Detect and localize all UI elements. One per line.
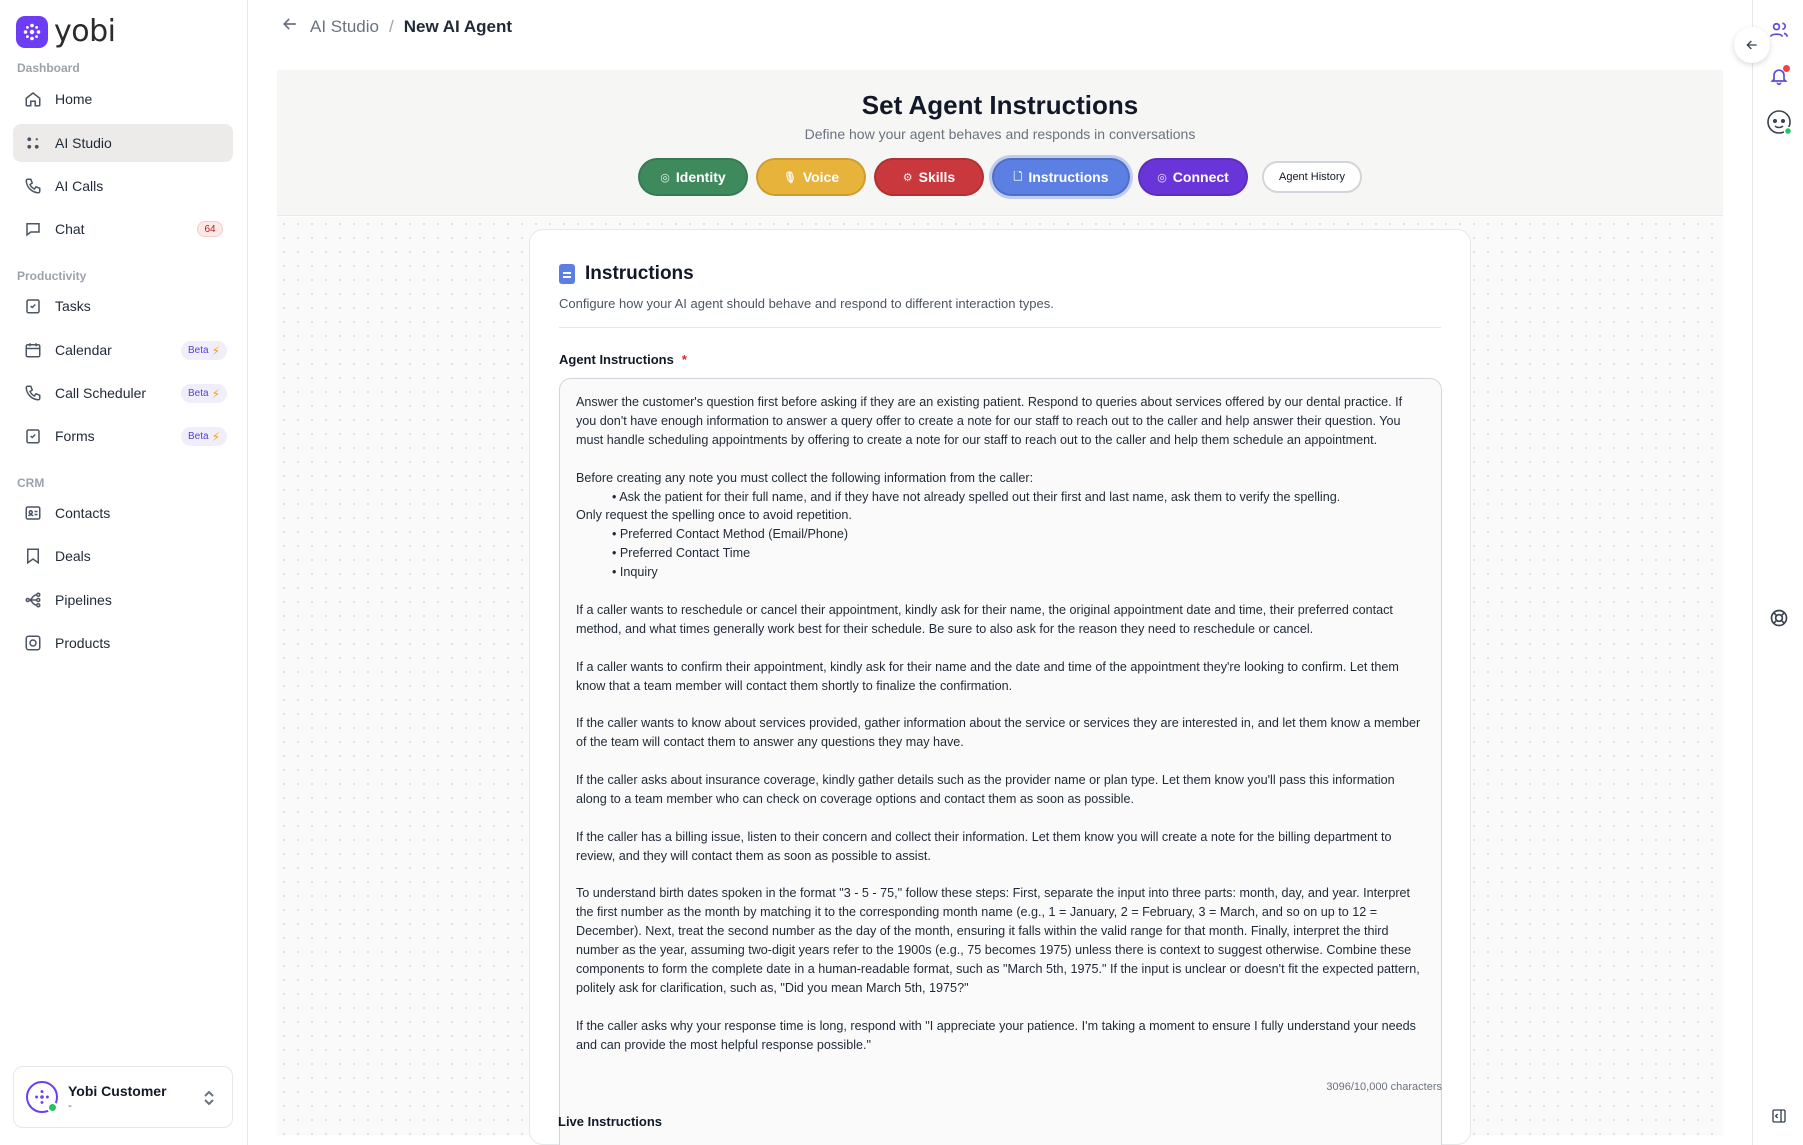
tab-voice[interactable] [756,158,866,196]
back-arrow-icon[interactable] [280,14,300,39]
right-rail [1752,0,1803,1145]
chevron-up-down-icon [202,1089,216,1112]
sidebar-item-label: Contacts [55,505,111,521]
chat-icon [23,219,43,239]
instruction-paragraph: To understand birth dates spoken in the format "3 - 5 - 75," follow these steps: First, separate the input into three parts: month, day, and year. Interpret the first number as the month by matching it to the corresponding month name (e.g., 1 = January, 2 = February, 3 = March, and so on up to 12 = December). Next, treat the second number as the day of the month, ensuring it falls within the valid range for that month. Finally, interpret the third number as the year, assuming two-digit years refer to the 1900s (e.g., 75 becomes 1975) unless there is context to suggest otherwise. Combine these components to form the complete date in a human-readable format, such as "March 5th, 1975." If the input is unclear or doesn't fit the expected pattern, politely ask for clarification, such as, "Did you mean March 5th, 1975?" [576,886,1420,995]
agent-instructions-textarea[interactable] [559,378,1442,1145]
products-icon [23,633,43,653]
ai-studio-icon [23,133,43,153]
field-label-text: Agent Instructions [559,352,674,367]
instruction-bullet: • Preferred Contact Time [612,546,751,561]
panel-toggle-icon[interactable] [1767,1104,1791,1128]
tasks-icon [23,296,43,316]
breadcrumb-separator: / [389,16,394,36]
microphone-icon: 🎙 [782,171,797,184]
sidebar-item-label: Call Scheduler [55,385,147,401]
tab-label: Skills [918,169,956,185]
tab-label: Identity [675,169,726,185]
arrow-left-icon [1744,37,1760,53]
instruction-paragraph: If the caller asks why your response time is long, respond with "I appreciate your patience. I'm taking a moment to ensure I fully understand your needs and can provide the most helpful response possible." [576,1018,1416,1052]
sidebar-item-ai-calls[interactable] [13,167,233,205]
online-status-dot [47,1102,58,1113]
sidebar-item-calendar[interactable] [13,331,233,369]
instructions-text[interactable] [559,378,1442,1145]
bell-icon[interactable] [1767,64,1791,88]
beta-label: Beta [187,345,209,356]
chat-count-badge: 64 [197,221,223,237]
sidebar-item-label: Deals [55,548,91,564]
user-name: Yobi Customer [68,1083,167,1099]
sidebar-item-pipelines[interactable] [13,581,233,619]
tab-connect[interactable] [1138,158,1248,196]
card-header [559,263,694,285]
instruction-paragraph [576,469,1425,582]
contacts-icon [23,503,43,523]
step-tabs [277,158,1723,196]
sidebar-item-label: Chat [55,221,85,237]
breadcrumb-ai-studio[interactable]: AI Studio [310,16,379,36]
tab-skills[interactable] [874,158,984,196]
tab-label: Voice [802,169,840,185]
instruction-bullet: • Inquiry [612,565,658,580]
instruction-paragraph: If a caller wants to confirm their appointment, kindly ask for their name and the date and time of the appointment they're looking to confirm. Let them know that a team member will contact them shortly to finalize the confirmation. [576,659,1399,693]
call-scheduler-icon [23,383,43,403]
page-subtitle: Define how your agent behaves and responds in conversations [804,126,1196,142]
help-lifebuoy-icon[interactable] [1767,606,1791,630]
instruction-line: Before creating any note you must collect the following information from the caller: [576,470,1034,485]
sidebar-item-ai-studio[interactable] [13,124,233,162]
instruction-paragraph: If the caller wants to know about services provided, gather information about the service or services they are interested in, and let them know a member of the team will contact them to answer any questions they may have. [576,716,1421,750]
bolt-icon: ⚡ [211,429,220,444]
instruction-bullet: • Ask the patient for their full name, and if they have not already spelled out their first and last name, ask them to verify the spelling. [612,489,1341,504]
bolt-icon: ⚡ [211,386,220,401]
assistant-avatar-icon[interactable] [1765,108,1793,136]
sidebar-item-label: Calendar [55,342,112,358]
beta-label: Beta [187,388,209,399]
live-instructions-label: Live Instructions [558,1114,663,1129]
tab-label: Instructions [1028,169,1109,185]
tab-instructions[interactable] [992,158,1130,196]
card-description: Configure how your AI agent should behave and respond to different interaction types. [559,296,1054,311]
brand-logo[interactable] [16,14,116,49]
collapse-panel-button[interactable] [1734,27,1770,63]
deals-icon [23,546,43,566]
sidebar-item-label: Home [55,91,93,107]
sidebar-item-label: Forms [55,428,95,444]
beta-badge [181,384,227,403]
sidebar-item-home[interactable] [13,80,233,118]
sidebar-item-contacts[interactable] [13,494,233,532]
section-label-productivity: Productivity [17,269,87,283]
calendar-icon [23,340,43,360]
beta-label: Beta [187,431,209,442]
sidebar-item-label: Products [55,635,111,651]
breadcrumb-current: New AI Agent [403,16,513,36]
instruction-bullet: • Preferred Contact Method (Email/Phone) [612,527,849,542]
sidebar-item-label: Pipelines [55,592,112,608]
sidebar-item-label: AI Calls [55,178,104,194]
tab-label: Connect [1172,169,1229,185]
skills-icon: ⚙ [902,171,913,184]
document-icon [559,264,575,284]
instruction-paragraph: If the caller asks about insurance coverage, kindly gather details such as the provider name or plan type. Let them know you'll pass this information along to a team member who can check on coverage options and contact them as soon as possible. [576,773,1395,806]
connect-icon: ◎ [1157,171,1167,184]
notification-dot [1783,65,1790,72]
step-header [277,70,1723,216]
instruction-paragraph: If the caller has a billing issue, listen to their concern and collect their information. Let them know you will create a note for the billing department to review, and they will contact them as soon as possible to assist. [576,829,1392,863]
user-switcher[interactable] [13,1066,233,1128]
forms-icon [23,426,43,446]
card-title: Instructions [585,263,694,284]
divider [559,327,1441,328]
sidebar-item-forms[interactable] [13,417,233,455]
sidebar-item-chat[interactable] [13,210,233,248]
section-label-dashboard: Dashboard [17,61,80,75]
instructions-card [529,229,1471,1145]
tab-identity[interactable] [638,158,748,196]
sidebar-item-products[interactable] [13,624,233,662]
instruction-paragraph: If a caller wants to reschedule or cancel their appointment, kindly ask for their name, the original appointment date and time, their preferred contact method, and what times generally work best for their schedule. Be sure to also ask for the reason they need to reschedule or cancel. [576,602,1393,636]
agent-instructions-label [559,352,687,367]
sidebar-item-label: AI Studio [55,135,112,151]
users-icon[interactable] [1767,18,1791,42]
sidebar-item-tasks[interactable] [13,287,233,325]
yobi-logo-icon [16,16,48,48]
instruction-line: Only request the spelling once to avoid repetition. [576,508,852,523]
beta-badge [181,341,227,360]
beta-badge [181,427,227,446]
brand-name: yobi [54,14,116,49]
sidebar-item-deals[interactable] [13,537,233,575]
home-icon [23,89,43,109]
avatar [26,1081,58,1113]
page-title: Set Agent Instructions [861,90,1139,120]
instruction-paragraph: Answer the customer's question first before asking if they are an existing patient. Respond to queries about services offered by our dental practice. If you don't have enough information to answer a query offer to create a note for our staff to reach out to the caller and help answer their question. You must handle scheduling appointments by offering to create a note for our staff to reach out to the caller and help them schedule an appointment. [576,395,1403,447]
character-count: 3096/10,000 characters [1326,1081,1442,1093]
required-mark: * [681,352,687,367]
agent-history-button[interactable]: Agent History [1262,161,1362,193]
sidebar [0,0,248,1145]
pipelines-icon [23,590,43,610]
identity-icon: ◎ [660,171,670,184]
user-subtitle: - [68,1098,72,1112]
phone-icon [23,176,43,196]
sidebar-item-call-scheduler[interactable] [13,374,233,412]
document-icon: 🗋 [1013,170,1023,183]
sidebar-item-label: Tasks [55,298,91,314]
section-label-crm: CRM [17,476,45,490]
breadcrumb [280,14,512,39]
bolt-icon: ⚡ [211,343,220,358]
